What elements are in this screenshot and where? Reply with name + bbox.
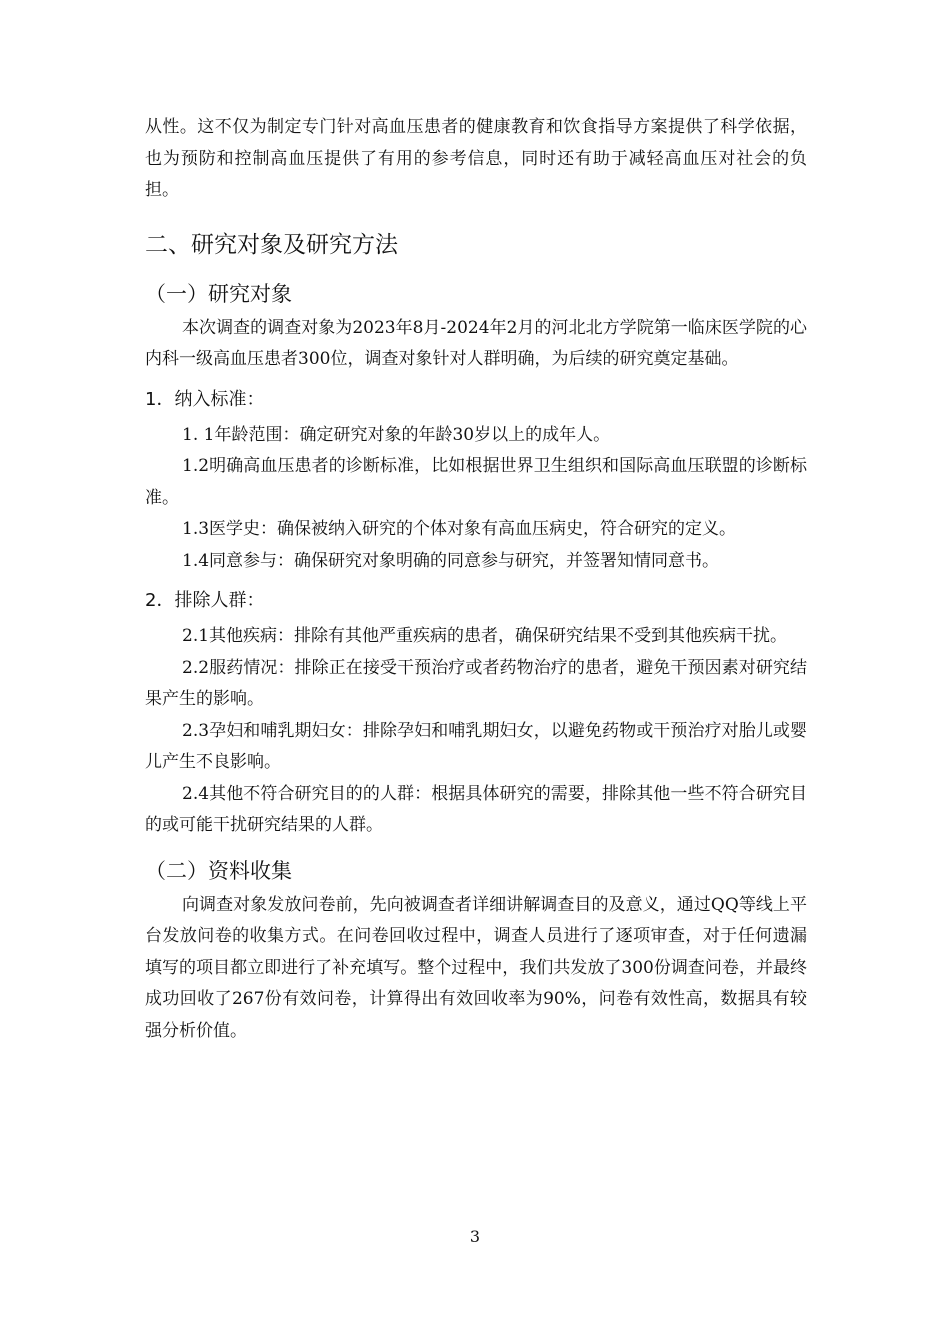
inclusion-item: 1.4同意参与：确保研究对象明确的同意参与研究，并签署知情同意书。: [182, 550, 720, 571]
document-page: [145, 112, 807, 1047]
intro-continuation-paragraph: 从性。这不仅为制定专门针对高血压患者的健康教育和饮食指导方案提供了科学依据，也为预防和控制高血压提供了有用的参考信息，同时还有助于减轻高血压对社会的负担。: [145, 117, 807, 200]
inclusion-criteria-heading: 1．纳入标准：: [145, 388, 265, 410]
inclusion-item: 1.2明确高血压患者的诊断标准，比如根据世界卫生组织和国际高血压联盟的诊断标准。: [145, 456, 807, 508]
exclusion-criteria-heading: 2．排除人群：: [145, 590, 265, 611]
exclusion-item: 2.4其他不符合研究目的的人群：根据具体研究的需要，排除其他一些不符合研究目的或可能干扰研究结果的人群。: [145, 783, 807, 835]
exclusion-item: 2.1其他疾病：排除有其他严重疾病的患者，确保研究结果不受到其他疾病干扰。: [182, 626, 788, 646]
subsection-heading-data-collection: （二）资料收集: [145, 858, 292, 883]
inclusion-item: 1.3医学史：确保被纳入研究的个体对象有高血压病史，符合研究的定义。: [182, 519, 737, 539]
page-number: 3: [469, 1227, 481, 1246]
subjects-paragraph: 本次调查的调查对象为2023年8月-2024年2月的河北北方学院第一临床医学院的心内科一级高血压患者300位，调查对象针对人群明确，为后续的研究奠定基础。: [145, 317, 807, 369]
section-heading-2: 二、研究对象及研究方法: [145, 231, 398, 258]
subsection-heading-subjects: （一）研究对象: [145, 281, 292, 306]
inclusion-item: 1. 1年龄范围：确定研究对象的年龄30岁以上的成年人。: [182, 424, 611, 445]
exclusion-item: 2.2服药情况：排除正在接受干预治疗或者药物治疗的患者，避免干预因素对研究结果产生的影响。: [145, 657, 807, 709]
exclusion-item: 2.3孕妇和哺乳期妇女：排除孕妇和哺乳期妇女，以避免药物或干预治疗对胎儿或婴儿产生不良影响。: [145, 720, 807, 772]
data-collection-paragraph: 向调查对象发放问卷前，先向被调查者详细讲解调查目的及意义，通过QQ等线上平台发放问卷的收集方式。在问卷回收过程中，调查人员进行了逐项审查，对于任何遗漏填写的项目都立即进行了补充填写。整个过程中，我们共发放了300份调查问卷，并最终成功回收了267份有效问卷，计算得出有效回收率为90%，问卷有效性高，数据具有较强分析价值。: [145, 894, 807, 1041]
